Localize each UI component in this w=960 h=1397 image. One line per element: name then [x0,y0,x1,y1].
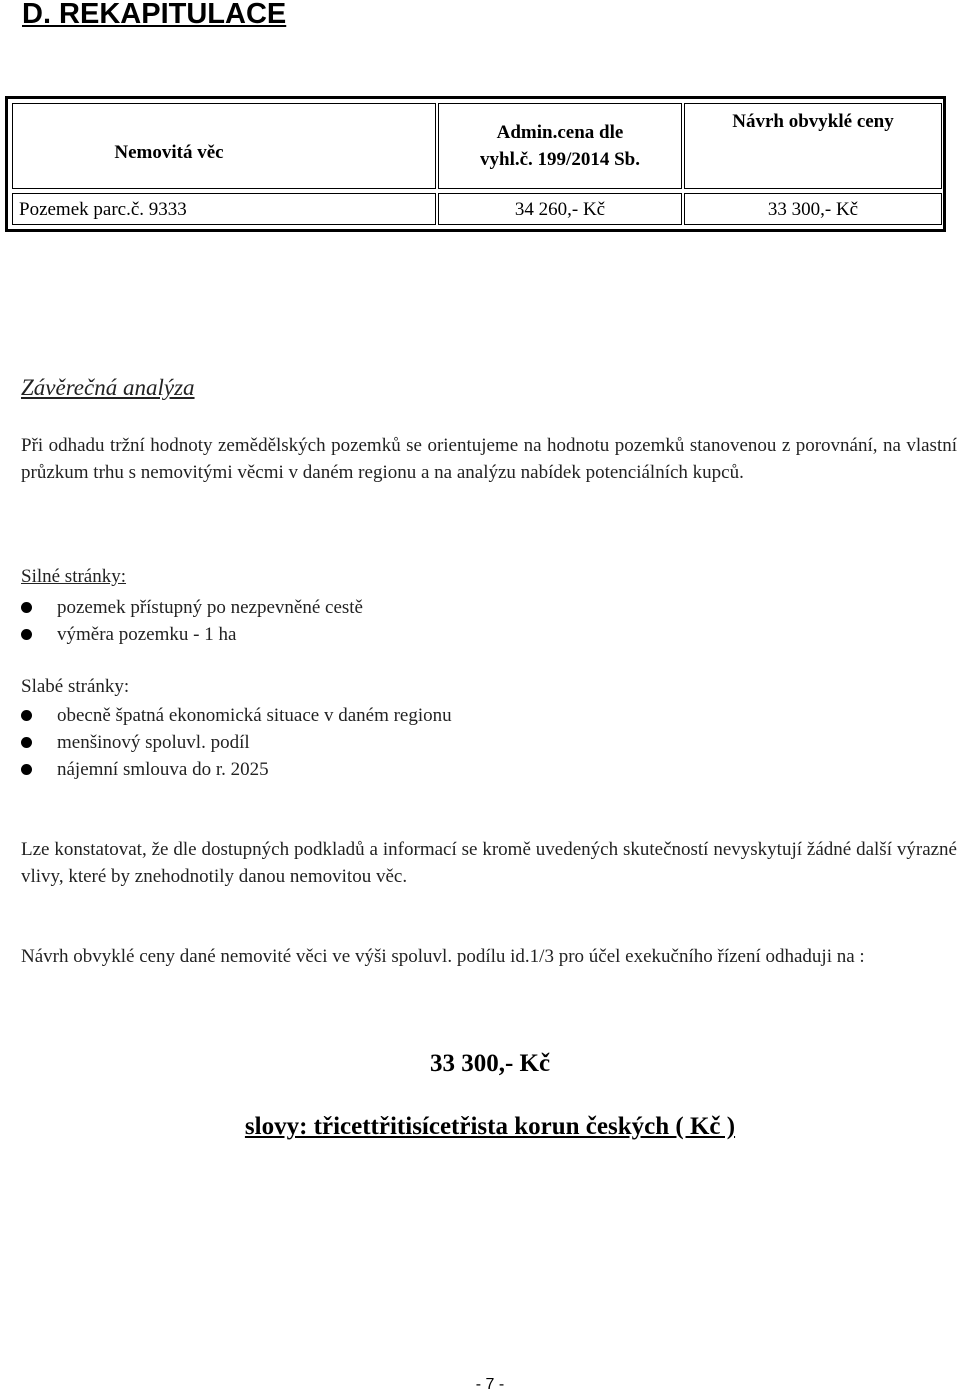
list-item: pozemek přístupný po nezpevněné cestě [21,594,363,621]
analysis-intro: Při odhadu tržní hodnoty zemědělských pozemků se orientujeme na hodnotu pozemků stanovenou z porovnání, na vlastní průzkum trhu s nemovitými věcmi v daném regionu a na analýzu nabídek potenciálních kupců. [21,435,957,483]
header-proposed-price: Návrh obvyklé ceny [684,103,942,189]
list-item: výměra pozemku - 1 ha [21,621,363,648]
list-item: obecně špatná ekonomická situace v daném regionu [21,702,452,729]
section-heading: D. REKAPITULACE [22,0,287,30]
page-number: - 7 - [475,1376,505,1393]
row-proposed-price: 33 300,- Kč [684,193,942,225]
weaknesses-list [21,702,452,783]
header-property: Nemovitá věc [12,103,436,189]
strengths-label: Silné stránky: [21,566,127,587]
header-admin-price [438,103,682,189]
proposal-paragraph: Návrh obvyklé ceny dané nemovité věci ve výši spoluvl. podílu id.1/3 pro účel exekučního řízení odhaduji na : [21,946,865,967]
header-admin-price-line2: vyhl.č. 199/2014 Sb. [480,149,640,170]
header-admin-price-line1: Admin.cena dle [496,122,624,143]
recap-table [5,96,946,232]
price-in-words: slovy: třicettřitisícetřista korun českých ( Kč ) [244,1113,736,1140]
final-price: 33 300,- Kč [429,1050,551,1077]
row-property: Pozemek parc.č. 9333 [12,193,436,225]
list-item: menšinový spoluvl. podíl [21,729,452,756]
statement-paragraph: Lze konstatovat, že dle dostupných podkladů a informací se kromě uvedených skutečností nevyskytují žádné další výrazné vlivy, které by znehodnotily danou nemovitou věc. [21,839,957,887]
strengths-list [21,594,363,648]
bullet-icon [21,710,32,721]
bullet-icon [21,764,32,775]
bullet-icon [21,629,32,640]
bullet-icon [21,737,32,748]
weaknesses-label: Slabé stránky: [21,676,130,697]
analysis-title: Závěrečná analýza [21,375,195,400]
row-admin-price: 34 260,- Kč [438,193,682,225]
bullet-icon [21,602,32,613]
list-item: nájemní smlouva do r. 2025 [21,756,452,783]
